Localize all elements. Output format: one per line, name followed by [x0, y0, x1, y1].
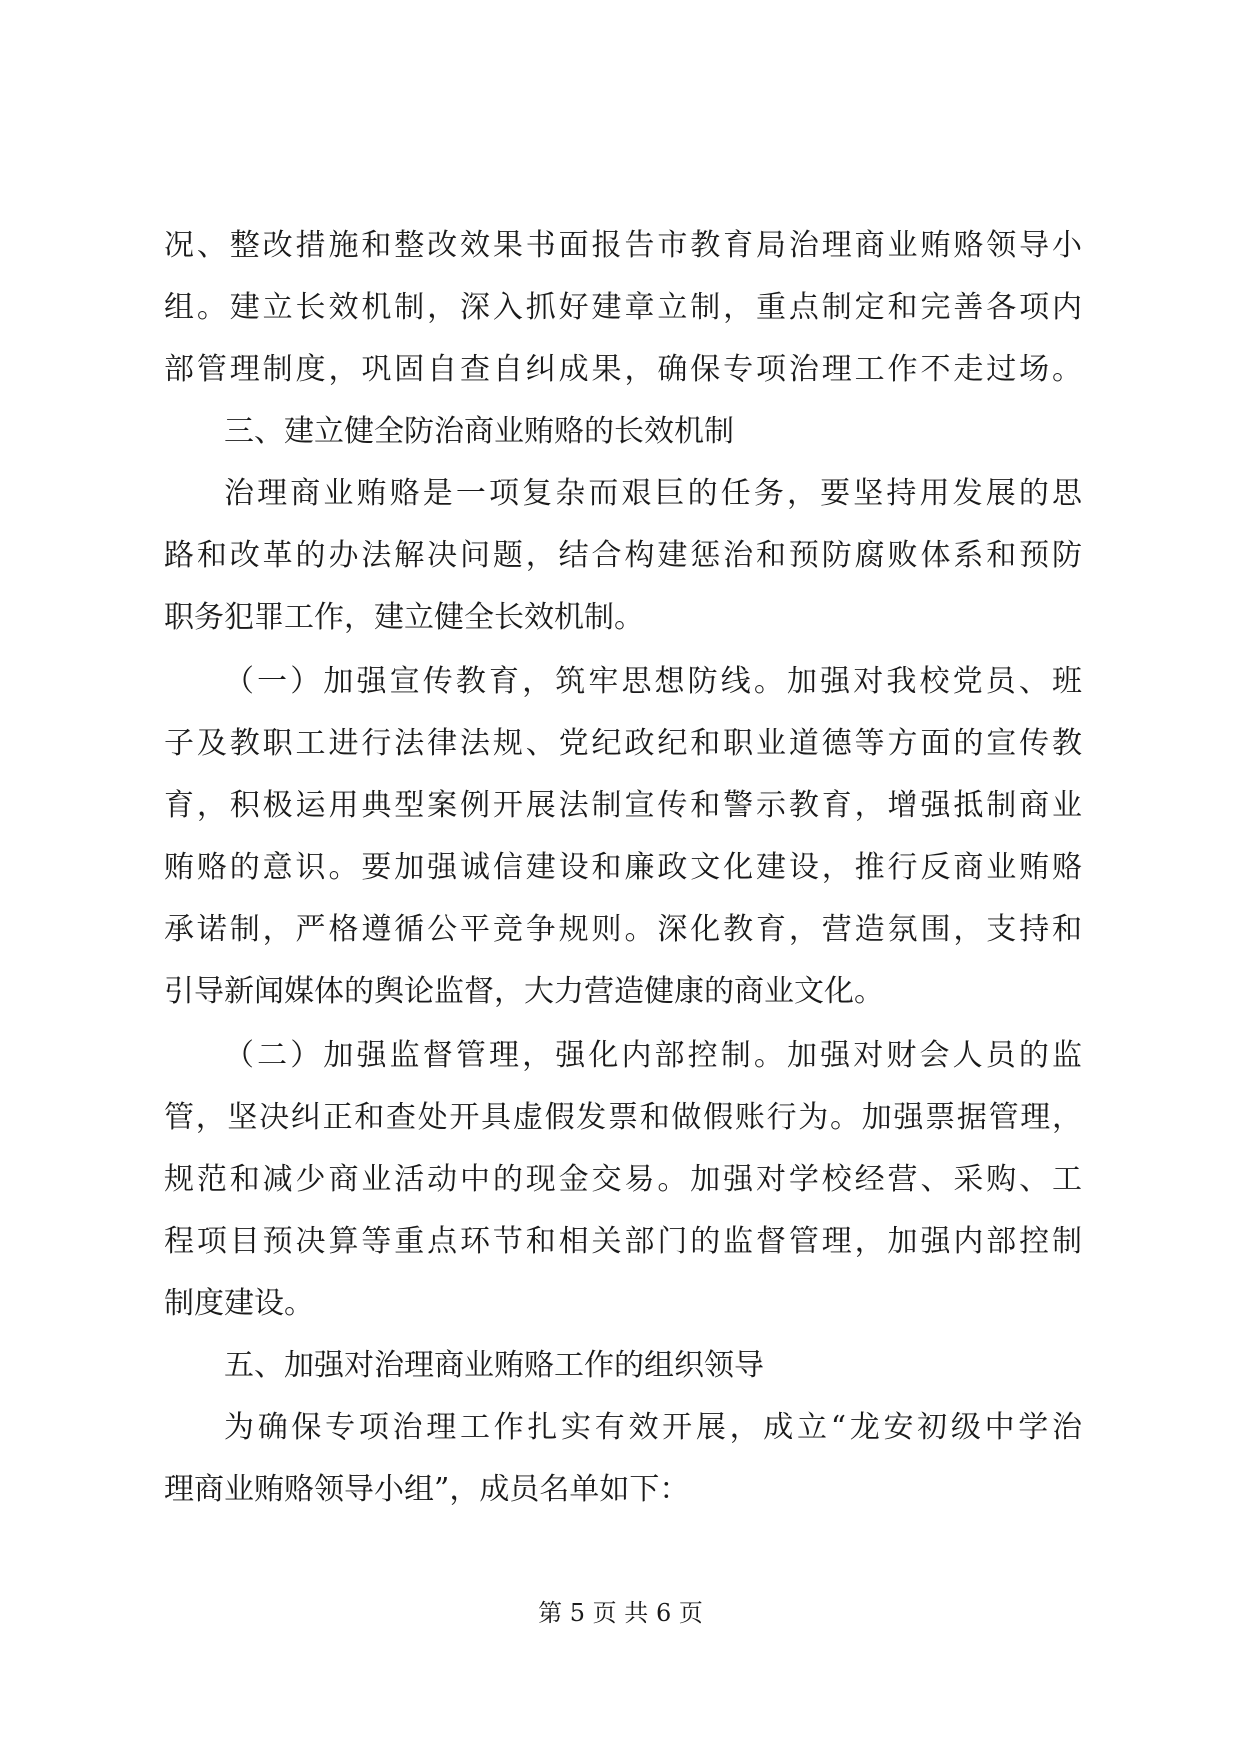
- body-line: 承诺制，严格遵循公平竞争规则。深化教育，营造氛围，支持和: [164, 912, 1082, 947]
- body-line: （一）加强宣传教育，筑牢思想防线。加强对我校党员、班: [224, 664, 1082, 699]
- body-line: 况、整改措施和整改效果书面报告市教育局治理商业贿赂领导小: [164, 228, 1082, 263]
- body-line: 职务犯罪工作，建立健全长效机制。: [164, 600, 644, 635]
- body-line: 理商业贿赂领导小组”，成员名单如下：: [164, 1472, 690, 1507]
- body-line: 为确保专项治理工作扎实有效开展，成立“龙安初级中学治: [224, 1410, 1082, 1445]
- body-line: 治理商业贿赂是一项复杂而艰巨的任务，要坚持用发展的思: [224, 476, 1082, 511]
- body-line: 路和改革的办法解决问题，结合构建惩治和预防腐败体系和预防: [164, 538, 1082, 573]
- page-number-footer: 第 5 页 共 6 页: [538, 1599, 703, 1627]
- body-line: 组。建立长效机制，深入抓好建章立制，重点制定和完善各项内: [164, 290, 1082, 325]
- body-line: 部管理制度，巩固自查自纠成果，确保专项治理工作不走过场。: [164, 352, 1082, 387]
- body-line: 管，坚决纠正和查处开具虚假发票和做假账行为。加强票据管理，: [164, 1100, 1082, 1135]
- body-line: 规范和减少商业活动中的现金交易。加强对学校经营、采购、工: [164, 1162, 1082, 1197]
- section-heading: 五、加强对治理商业贿赂工作的组织领导: [224, 1348, 764, 1383]
- section-heading: 三、建立健全防治商业贿赂的长效机制: [224, 414, 734, 449]
- body-line: 育，积极运用典型案例开展法制宣传和警示教育，增强抵制商业: [164, 788, 1082, 823]
- body-line: 子及教职工进行法律法规、党纪政纪和职业道德等方面的宣传教: [164, 726, 1082, 761]
- body-line: 程项目预决算等重点环节和相关部门的监督管理，加强内部控制: [164, 1224, 1082, 1259]
- body-line: 引导新闻媒体的舆论监督，大力营造健康的商业文化。: [164, 974, 884, 1009]
- body-line: （二）加强监督管理，强化内部控制。加强对财会人员的监: [224, 1038, 1082, 1073]
- body-line: 贿赂的意识。要加强诚信建设和廉政文化建设，推行反商业贿赂: [164, 850, 1082, 885]
- body-line: 制度建设。: [164, 1286, 314, 1321]
